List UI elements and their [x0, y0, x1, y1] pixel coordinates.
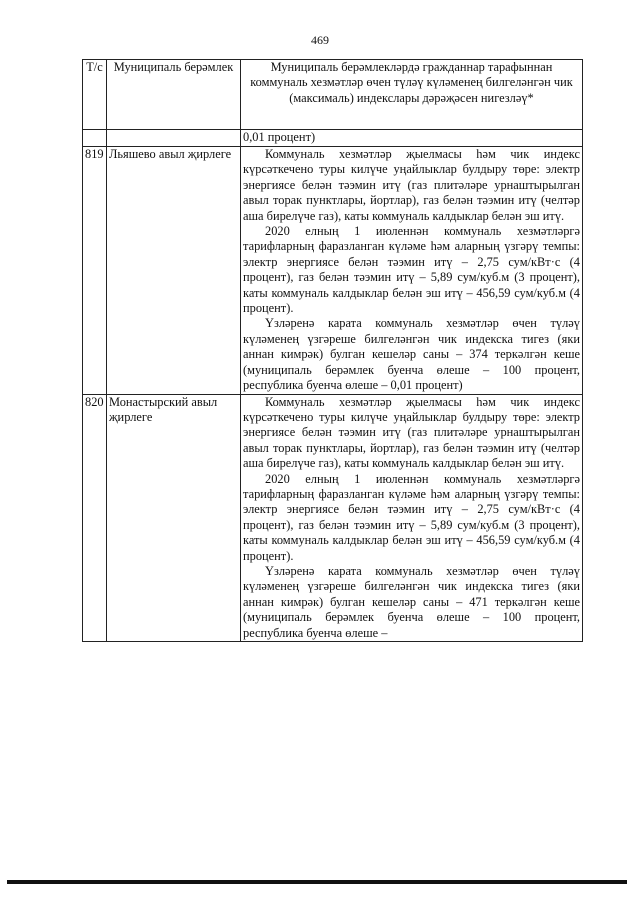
bottom-scan-edge	[7, 880, 627, 884]
table-row	[83, 394, 583, 642]
paragraph-population: Үзләренә карата коммуналь хезмәтләр өчен түләү күләменең үзгәреше билгеләнгән чик индекска тигез (яки аннан кимрәк) булган кешеләр саны – 471 теркәлгән кеше (муниципаль берәмлек буенча өлеше – 100 процент, республика буенча өлеше –	[243, 563, 580, 640]
paragraph-tariffs: 2020 елның 1 июленнән коммуналь хезмәтләргә тарифларның фаразланган күләме һәм аларның үзгәрү темпы: электр энергиясе белән тәэмин итү – 2,75 сум/кВт·с (4 процент), газ белән тәэмин итү – 5,89 сум/куб.м (3 процент), каты коммуналь калдыклар белән эш итү – 456,59 сум/куб.м (4 процент).	[243, 224, 580, 316]
indices-table	[82, 59, 583, 642]
row-municipality: Монастырский авыл җирлеге	[107, 394, 241, 642]
continuation-row	[83, 130, 583, 147]
row-municipality: Льяшево авыл җирлеге	[107, 147, 241, 395]
paragraph-population: Үзләренә карата коммуналь хезмәтләр өчен түләү күләменең үзгәреше билгеләнгән чик индекска тигез (яки аннан кимрәк) булган кешеләр саны – 374 теркәлгән кеше (муниципаль берәмлек буенча өлеше – 100 процент, республика буенча өлеше – 0,01 процент)	[243, 316, 580, 393]
row-description	[241, 394, 583, 642]
continuation-text: 0,01 процент)	[241, 130, 583, 147]
page-number: 469	[311, 33, 329, 47]
header-number: Т/с	[83, 60, 107, 130]
paragraph-tariffs: 2020 елның 1 июленнән коммуналь хезмәтләргә тарифларның фаразланган күләме һәм аларның үзгәрү темпы: электр энергиясе белән тәэмин итү – 2,75 сум/кВт·с (4 процент), газ белән тәэмин итү – 5,89 сум/куб.м (3 процент), каты коммуналь калдыклар белән эш итү – 456,59 сум/куб.м (4 процент).	[243, 471, 580, 563]
header-municipality: Муниципаль берәмлек	[107, 60, 241, 130]
continuation-municipality-cell	[107, 130, 241, 147]
table-row	[83, 147, 583, 395]
row-description	[241, 147, 583, 395]
continuation-num-cell	[83, 130, 107, 147]
row-number: 819	[83, 147, 107, 395]
header-indices: Муниципаль берәмлекләрдә гражданнар тарафыннан коммуналь хезмәтләр өчен түләү күләменең билгеләнгән чик (максималь) индекслары дәрәҗәсен нигезләү*	[241, 60, 583, 130]
table-header-row	[83, 60, 583, 130]
paragraph-amenities: Коммуналь хезмәтләр җыелмасы һәм чик индекс күрсәткечено туры килүче уңайлыклар булдыру төре: электр энергиясе белән тәэмин итү (газ плитәләре урнаштырылган авыл торак пунктлары, йортлар), газ белән тәэмин итү (челтәр аша бирелүче газ), каты коммуналь калдыклар белән эш итү.	[243, 147, 580, 223]
row-number: 820	[83, 394, 107, 642]
paragraph-amenities: Коммуналь хезмәтләр җыелмасы һәм чик индекс күрсәткечено туры килүче уңайлыклар булдыру төре: электр энергиясе белән тәэмин итү (газ плитәләре урнаштырылган авыл торак пунктлары, йортлар), газ белән тәэмин итү (челтәр аша бирелүче газ), каты коммуналь калдыклар белән эш итү.	[243, 394, 580, 471]
